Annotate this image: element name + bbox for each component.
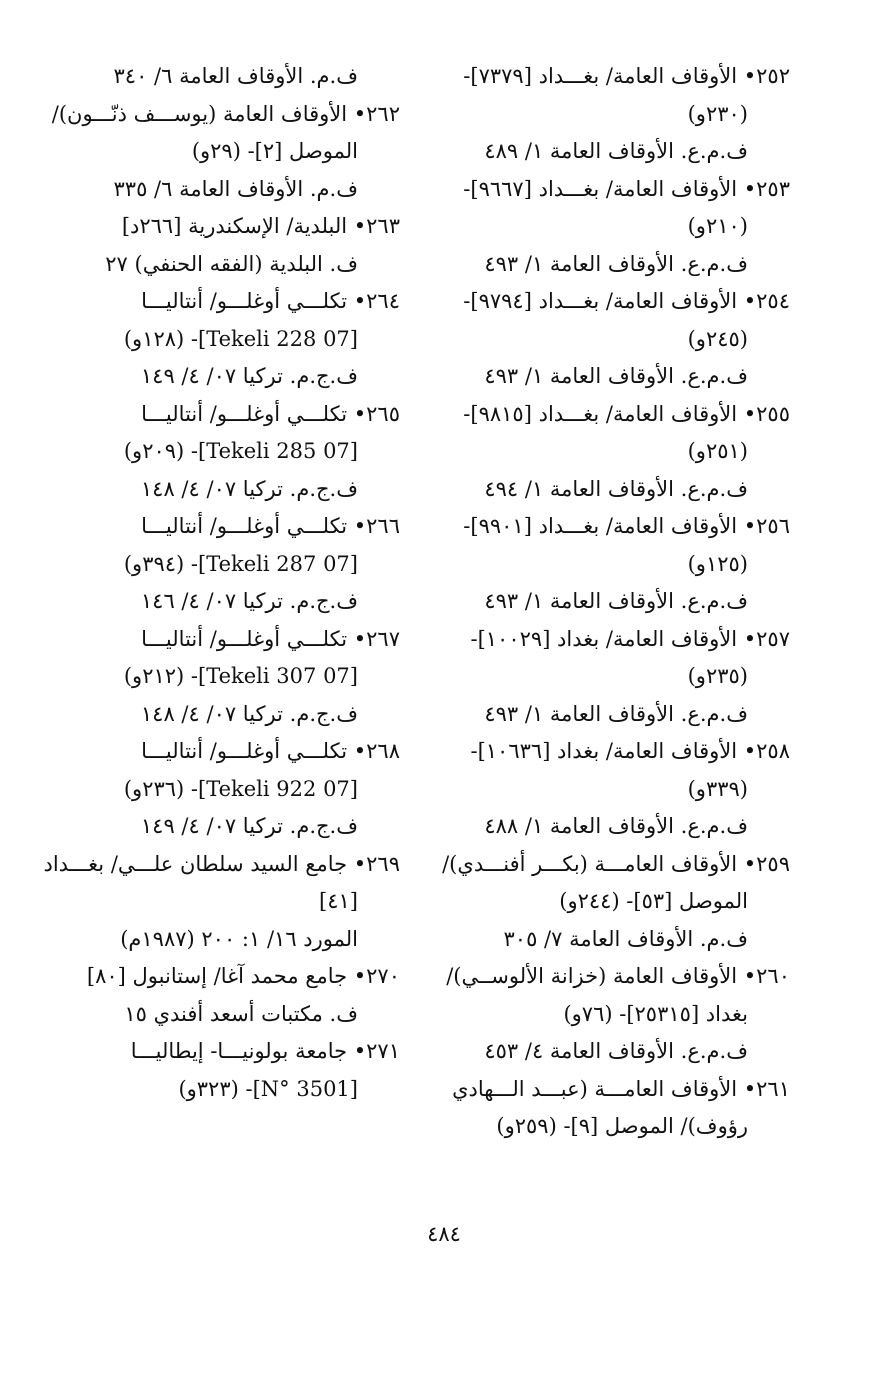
source-line: ف.ج.م. تركيا ٠٧/ ٤/ ١٤٦ <box>140 589 358 613</box>
entry-line: [07 Tekeli 287]- (٣٩٤و) <box>123 551 358 576</box>
source-line: ف. البلدية (الفقه الحنفي) ٢٧ <box>105 251 358 276</box>
source-line: ف.م.ع. الأوقاف العامة ١/ ٤٩٣ <box>484 364 748 388</box>
entry-line: (٢٣٠و) <box>687 101 748 126</box>
entry-line: [07 Tekeli 285]- (٢٠٩و) <box>123 439 358 463</box>
entry-263: ٢٦٣• البلدية/ الإسكندرية [٢٦٦د] <box>121 214 400 238</box>
page-number: ٤٨٤ <box>427 1222 461 1246</box>
source-line: المورد ١٦/ ١: ٢٠٠ (١٩٨٧م) <box>120 926 358 951</box>
entry-line: (٢٤٥و) <box>687 326 748 351</box>
entry-266: ٢٦٦• تكلـــي أوغلـــو/ أنتاليـــا <box>141 514 400 538</box>
entry-259: ٢٥٩• الأوقاف العامـــة (بكـــر أفنـــدي)/ <box>442 851 790 876</box>
entry-257: ٢٥٧• الأوقاف العامة/ بغداد [١٠٠٢٩]- <box>470 626 790 651</box>
source-line: ف.م.ع. الأوقاف العامة ١/ ٤٩٣ <box>484 701 748 726</box>
entry-260: ٢٦٠• الأوقاف العامة (خزانة الألوســي)/ <box>446 964 790 988</box>
entry-267: ٢٦٧• تكلـــي أوغلـــو/ أنتاليـــا <box>141 626 400 651</box>
entry-line: (٢٥١و) <box>687 439 748 463</box>
source-line: ف.م.ع. الأوقاف العامة ١/ ٤٩٣ <box>484 589 748 613</box>
entry-line: [07 Tekeli 228]- (١٢٨و) <box>123 326 358 351</box>
entry-line: الموصل [٢]- (٢٩و) <box>191 139 358 163</box>
entry-256: ٢٥٦• الأوقاف العامة/ بغـــداد [٩٩٠١]- <box>463 514 790 538</box>
source-line: ف.ج.م. تركيا ٠٧/ ٤/ ١٤٩ <box>140 364 358 388</box>
source-line: ف.م.ع. الأوقاف العامة ١/ ٤٩٣ <box>484 251 748 276</box>
source-line: ف. مكتبات أسعد أفندي ١٥ <box>124 1001 358 1026</box>
entry-line: (٢٣٥و) <box>687 664 748 688</box>
entry-270: ٢٧٠• جامع محمد آغا/ إستانبول [٨٠] <box>86 964 400 988</box>
source-line: ف.م. الأوقاف العامة ٦/ ٣٤٠ <box>113 64 358 88</box>
source-line: ف.ج.م. تركيا ٠٧/ ٤/ ١٤٩ <box>140 814 358 838</box>
entry-271: ٢٧١• جامعة بولونيـــا- إيطاليـــا <box>130 1039 400 1063</box>
entry-line: (١٢٥و) <box>687 551 748 576</box>
entry-264: ٢٦٤• تكلـــي أوغلـــو/ أنتاليـــا <box>141 289 400 313</box>
source-line: ف.ج.م. تركيا ٠٧/ ٤/ ١٤٨ <box>140 476 358 501</box>
entry-line: [٤١] <box>319 889 358 913</box>
entry-line: (٣٣٩و) <box>687 776 748 801</box>
source-line: ف.م.ع. الأوقاف العامة ١/ ٤٩٤ <box>484 476 748 501</box>
source-line: ف.م.ع. الأوقاف العامة ٤/ ٤٥٣ <box>484 1039 748 1063</box>
entry-line: [N° 3501]- (٣٢٣و) <box>178 1076 358 1101</box>
entry-254: ٢٥٤• الأوقاف العامة/ بغـــداد [٩٧٩٤]- <box>463 289 790 313</box>
left-column <box>43 58 400 1108</box>
entry-line: (٢١٠و) <box>687 214 748 238</box>
entry-line: بغداد [٢٥٣١٥]- (٧٦و) <box>563 1001 748 1026</box>
source-line: ف.م. الأوقاف العامة ٧/ ٣٠٥ <box>503 926 748 951</box>
source-line: ف.م.ع. الأوقاف العامة ١/ ٤٨٨ <box>484 814 748 838</box>
entry-252: ٢٥٢• الأوقاف العامة/ بغـــداد [٧٣٧٩]- <box>463 64 790 88</box>
entry-253: ٢٥٣• الأوقاف العامة/ بغـــداد [٩٦٦٧]- <box>463 176 790 201</box>
entry-262: ٢٦٢• الأوقاف العامة (يوســـف ذنّـــون)/ <box>51 101 400 126</box>
right-column <box>438 58 790 1146</box>
entry-269: ٢٦٩• جامع السيد سلطان علـــي/ بغـــداد <box>43 851 400 876</box>
source-line: ف.م. الأوقاف العامة ٦/ ٣٣٥ <box>113 176 358 201</box>
entry-268: ٢٦٨• تكلـــي أوغلـــو/ أنتاليـــا <box>141 739 400 763</box>
source-line: ف.م.ع. الأوقاف العامة ١/ ٤٨٩ <box>484 139 748 163</box>
entry-258: ٢٥٨• الأوقاف العامة/ بغداد [١٠٦٣٦]- <box>470 739 790 763</box>
entry-261: ٢٦١• الأوقاف العامـــة (عبـــد الـــهادي <box>452 1076 790 1101</box>
entry-line: الموصل [٥٣]- (٢٤٤و) <box>559 889 748 913</box>
entry-line: [07 Tekeli 307]- (٢١٢و) <box>123 664 358 688</box>
source-line: ف.ج.م. تركيا ٠٧/ ٤/ ١٤٨ <box>140 701 358 726</box>
entry-265: ٢٦٥• تكلـــي أوغلـــو/ أنتاليـــا <box>141 401 400 426</box>
entry-255: ٢٥٥• الأوقاف العامة/ بغـــداد [٩٨١٥]- <box>463 401 790 426</box>
entry-line: رؤوف)/ الموصل [٩]- (٢٥٩و) <box>496 1114 748 1138</box>
entry-line: [07 Tekeli 922]- (٢٣٦و) <box>123 776 358 801</box>
